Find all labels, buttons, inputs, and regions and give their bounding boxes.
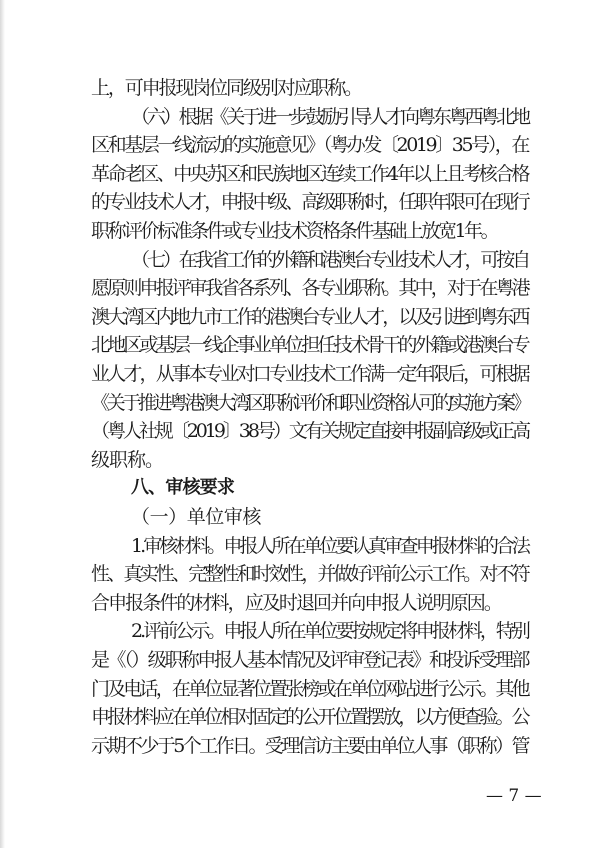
text-line-8: 愿原则申报评审我省各系列、各专业职称。其中，对于在粤港 bbox=[91, 277, 528, 299]
text-line-7: （七）在我省工作的外籍和港澳台专业技术人才，可按自 bbox=[131, 249, 529, 271]
text-line-12: 《关于推进粤港澳大湾区职称评价和职业资格认可的实施方案》 bbox=[91, 392, 529, 414]
subsection-heading: （一）单位审核 bbox=[131, 506, 261, 528]
text-line-14: 级职称。 bbox=[91, 449, 164, 471]
page-number: — 7 — bbox=[486, 786, 542, 806]
text-line-22: 门及电话，在单位显著位置张榜或在单位网站进行公示。其他 bbox=[91, 678, 528, 700]
scan-edge bbox=[0, 0, 5, 848]
text-line-13: （粤人社规〔2019〕38号）文有关规定直接申报副高级或正高 bbox=[91, 420, 529, 442]
text-line-9: 澳大湾区内地九市工作的港澳台专业人才，以及引进到粤东西 bbox=[91, 306, 528, 328]
section-heading: 八、审核要求 bbox=[131, 477, 235, 498]
text-line-24: 示期不少于5个工作日。受理信访主要由单位人事（职称）管 bbox=[91, 735, 528, 757]
text-line-21: 是《（）级职称申报人基本情况及评审登记表》和投诉受理部 bbox=[91, 649, 529, 671]
text-line-17: 1.审核材料。申报人所在单位要认真审查申报材料的合法 bbox=[131, 535, 528, 557]
text-line-5: 的专业技术人才，申报中级、高级职称时，任职年限可在现行 bbox=[91, 191, 528, 213]
text-line-3: 区和基层一线流动的实施意见》（粤办发〔2019〕35号），在 bbox=[91, 134, 528, 156]
text-line-20: 2.评前公示。申报人所在单位要按规定将申报材料，特别 bbox=[131, 620, 528, 642]
text-line-4: 革命老区、中央苏区和民族地区连续工作4年以上且考核合格 bbox=[91, 163, 528, 185]
text-line-19: 合申报条件的材料，应及时退回并向申报人说明原因。 bbox=[91, 592, 501, 614]
text-line-23: 申报材料应在单位相对固定的公开位置摆放，以方便查验。公 bbox=[91, 706, 528, 728]
text-line-18: 性、真实性、完整性和时效性，并做好评前公示工作。对不符 bbox=[91, 563, 528, 585]
text-line-6: 职称评价标准条件或专业技术资格条件基础上放宽1年。 bbox=[91, 220, 498, 242]
text-line-10: 北地区或基层一线企事业单位担任技术骨干的外籍或港澳台专 bbox=[91, 334, 528, 356]
text-line-2: （六）根据《关于进一步鼓励引导人才向粤东粤西粤北地 bbox=[131, 106, 529, 128]
text-line-1: 上，可申报现岗位同级别对应职称。 bbox=[91, 77, 361, 99]
text-line-11: 业人才，从事本专业对口专业技术工作满一定年限后，可根据 bbox=[91, 363, 528, 385]
